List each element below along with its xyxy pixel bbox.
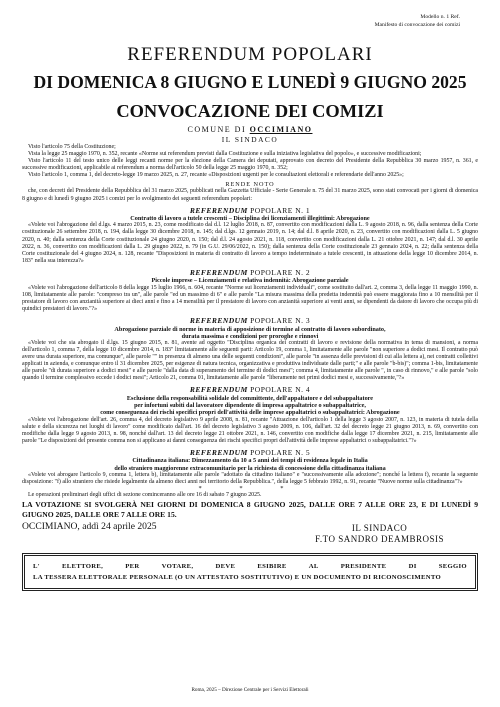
referendum-number: POPOLARE N. 3: [250, 316, 311, 325]
notice-word: PRESIDENTE: [340, 562, 387, 570]
title-convocazione: CONVOCAZIONE DEI COMIZI: [116, 101, 384, 121]
notice-word: L': [33, 562, 40, 570]
signature-title: IL SINDACO: [351, 522, 408, 533]
preamble-paragraph: Visto l'articolo 11 del testo unico delle leggi recanti norme per la elezione della Camera dei deputati, approvato con decreto del Presidente della Repubblica 30 marzo 1957, n. 361, e successive modificazioni, applicabile ai referendum a norma dell'articolo 50 della legge 25 maggio 1970, n. 352;: [22, 158, 478, 172]
operations-text: Le operazioni preliminari degli uffici di sezione cominceranno alle ore 16 di sabato 7 giugno 2025.: [28, 492, 262, 499]
referendum-2-label: [22, 269, 478, 278]
preamble-paragraph: Visto l'articolo 75 della Costituzione;: [28, 144, 116, 150]
stars-separator: * * *: [198, 485, 302, 493]
referendum-word: REFERENDUM: [189, 447, 248, 457]
referendum-4-heading: per infortuni subiti dal lavoratore dipendente di impresa appaltatrice o subappaltatrice,: [134, 402, 366, 410]
referendum-5-heading: dello straniero maggiorenne extracomunitario per la richiesta di concessione della cittadinanza italiana: [114, 464, 386, 472]
document-body: [22, 144, 478, 499]
notice-word: DEVE: [215, 562, 236, 570]
preamble-paragraph: Visto l'articolo 1, comma 1, del decreto-legge 19 marzo 2025, n. 27, recante «Disposizioni urgenti per le consultazioni elettorali e referendarie dell'anno 2025»;: [28, 172, 404, 179]
referendum-3-question: «Volete voi che sia abrogato il d.lgs. 15 giugno 2015, n. 81, avente ad oggetto "Disciplina organica dei contratti di lavoro e revisione della normativa in tema di mansioni, a norma dell'articolo 1, comma 7, della legge 10 dicembre 2014, n. 183" limitatamente alle seguenti parti: Articolo 19, comma 1, limitatamente alle parole "non superiore a dodici mesi. Il contratto può avere una durata superiore, ma comunque", alle parole "" in presenza di almeno una delle seguenti condizioni", alle parole "in assenza delle previsioni di cui alla lettera a), nei contratti collettivi applicati in azienda, e comunque entro il 31 dicembre 2025, per esigenze di natura tecnica, organizzativa e produttiva individuate dalle parti;" e alle parole "b-bis)"; comma 1-bis, limitatamente alle parole "di durata superiore a dodici mesi" e alle parole "dalla data di superamento del termine di dodici mesi"; comma 4, limitatamente alle parole ", in caso di rinnovo," e alle parole "solo quando il termine complessivo eccede i dodici mesi"; Articolo 21, comma 01, limitatamente alle parole "liberamente nei primi dodici mesi e, successivamente,"?»: [22, 339, 478, 382]
comune-label: COMUNE DI: [187, 125, 247, 134]
voter-notice-box: [22, 553, 478, 591]
rende-noto-text: che, con decreti del Presidente della Repubblica del 31 marzo 2025, pubblicati nella Gazzetta Ufficiale - Serie Generale n. 75 del 31 marzo 2025, sono stati convocati per i giorni di domenica 8 giugno e di lunedì 9 giugno 2025 i comizi per lo svolgimento dei seguenti referendum popolari:: [22, 188, 478, 202]
referendum-5-label: [22, 449, 478, 458]
voter-notice-line-2: LA TESSERA ELETTORALE PERSONALE (O UN ATTESTATO SOSTITUTIVO) E UN DOCUMENTO DI RICONOSCIMENTO: [33, 573, 442, 581]
signature-name: F.TO SANDRO DEAMBROSIS: [315, 533, 444, 544]
model-number: Modello n. 1 Ref.: [420, 14, 460, 20]
referendum-number: POPOLARE N. 2: [250, 267, 311, 277]
model-note: [335, 13, 460, 29]
referendum-word: REFERENDUM: [189, 267, 248, 277]
referendum-4-question: «Volete voi l'abrogazione dell'art. 26, comma 4, del decreto legislativo 9 aprile 2008, n. 81, recante "Attuazione dell'articolo 1 della legge 3 agosto 2007, n. 123, in materia di tutela della salute e della sicurezza nei luoghi di lavoro" come modificato dall'art. 16 del decreto legislativo 3 agosto 2009, n. 106, dall'art. 32 del decreto legge 21 giugno 2013, n. 69, convertito con modifiche dalla legge 9 agosto 2013, n. 98, nonché dall'art. 13 del decreto legge 21 ottobre 2021, n. 146, convertito con modifiche dalla legge 17 dicembre 2021, n. 215, limitatamente alle parole "Le disposizioni del presente comma non si applicano ai danni conseguenza dei rischi specifici propri dell'attività delle imprese appaltatrici o subappaltatrici."?»: [22, 416, 478, 444]
voter-notice-line-1: [33, 561, 467, 572]
date-signature-row: [22, 521, 478, 545]
referendum-2-question: «Volete voi l'abrogazione dell'articolo 8 della legge 15 luglio 1966, n. 604, recante "Norme sui licenziamenti individuali", come sostituito dall'art. 2, comma 3, della legge 11 maggio 1990, n. 108, limitatamente alle parole: "compreso tra un", alle parole "ed un massimo di 6" e alle parole "La misura massima della predetta indennità può essere maggiorata fino a 10 mensilità per il prestatore di lavoro con anzianità superiore ai dieci anni e fino a 14 mensilità per il prestatore di lavoro con anzianità superiore ai venti anni, se dipendenti da datore di lavoro che occupa più di quindici prestatori di lavoro."?»: [22, 284, 478, 312]
notice-word: AL: [308, 562, 319, 570]
notice-word: SEGGIO: [438, 562, 467, 570]
referendum-3-heading: durata massima e condizioni per proroghe e rinnovi: [181, 332, 319, 340]
notice-word: VOTARE,: [161, 562, 194, 570]
referendum-5-question: «Volete voi abrogare l'articolo 9, comma 1, lettera b), limitatamente alle parole "adottato da cittadino italiano" e "successivamente alla adozione"; nonché la lettera f), recante la seguente disposizione: "f) allo straniero che risiede legalmente da almeno dieci anni nel territorio della Repubblica.", della legge 5 febbraio 1992, n. 91, recante "Nuove norme sulla cittadinanza"?»: [22, 471, 478, 485]
title-referendum: REFERENDUM POPOLARI: [127, 44, 373, 65]
referendum-number: POPOLARE N. 4: [250, 385, 311, 395]
referendum-4-label: [22, 386, 478, 395]
preamble-paragraph: Vista la legge 25 maggio 1970, n. 352, recante «Norme sui referendum previsti dalla Costituzione e sulla iniziativa legislativa del popolo», e successive modificazioni;: [28, 151, 422, 158]
referendum-2-heading: Piccole imprese – Licenziamenti e relativa indennità: Abrogazione parziale: [151, 277, 349, 285]
footer-credit: Roma, 2025 – Direzione Centrale per i Servizi Elettorali: [191, 687, 309, 693]
referendum-word: REFERENDUM: [189, 316, 248, 325]
referendum-word: REFERENDUM: [189, 385, 248, 395]
rende-noto-heading: RENDE NOTO: [225, 181, 275, 189]
notice-word: ELETTORE,: [62, 562, 104, 570]
referendum-number: POPOLARE N. 5: [250, 447, 311, 457]
model-description: Manifesto di convocazione dei comizi: [374, 22, 460, 28]
signature-block: [315, 523, 444, 545]
comune-name: OCCIMIANO: [249, 125, 313, 134]
place-date: OCCIMIANO, addì 24 aprile 2025: [22, 520, 157, 532]
referendum-5-heading: Cittadinanza italiana: Dimezzamento da 10 a 5 anni dei tempi di residenza legale in Italia: [132, 457, 368, 465]
referendum-3-label: [22, 317, 478, 326]
referendum-4-heading: come conseguenza dei rischi specifici propri dell'attività delle imprese appaltatrici o subappaltatrici: Abrogazione: [100, 409, 400, 417]
referendum-word: REFERENDUM: [189, 205, 248, 215]
notice-word: ESIBIRE: [257, 562, 287, 570]
referendum-1-label: [22, 207, 478, 216]
referendum-1-question: «Volete voi l'abrogazione del d.lgs. 4 marzo 2015, n. 23, come modificato dal d.l. 12 luglio 2018, n. 87, convertito con modificazioni dalla L. 9 agosto 2018, n. 96, dalla sentenza della Corte costituzionale 26 settembre 2018, n. 194, dalla legge 30 dicembre 2018, n. 145; dal d.lgs. 12 gennaio 2019, n. 14; dal d.l. 8 aprile 2020, n. 23, convertito con modificazioni dalla L. 5 giugno 2020, n. 40; dalla sentenza della Corte costituzionale 24 giugno 2020, n. 150; dal d.l. 24 agosto 2021, n. 118, convertito con modificazioni dalla L. 21 ottobre 2021, n. 147; dal d.l. 30 aprile 2022, n. 36, convertito con modificazioni dalla L. 29 giugno 2022, n. 79 (in G.U. 29/06/2022, n. 150); dalla sentenza della Corte costituzionale 23 gennaio 2024, n. 22; dalla sentenza della Corte costituzionale del 4 giugno 2024, n. 128, recante "Disposizioni in materia di contratto di lavoro a tempo indeterminato a tutele crescenti, in attuazione della legge 10 dicembre 2014, n. 183" nella sua interezza?»: [22, 222, 478, 264]
voting-schedule: LA VOTAZIONE SI SVOLGERÀ NEI GIORNI DI DOMENICA 8 GIUGNO 2025, DALLE ORE 7 ALLE ORE 23, E DI LUNEDÌ 9 GIUGNO 2025, DALLE ORE 7 ALLE ORE 15.: [22, 500, 478, 519]
referendum-3-heading: Abrogazione parziale di norme in materia di apposizione di termine al contratto di lavoro subordinato,: [114, 325, 386, 333]
notice-word: PER: [125, 562, 140, 570]
sindaco-heading: IL SINDACO: [221, 135, 279, 144]
referendum-4-heading: Esclusione della responsabilità solidale del committente, dell'appaltatore e del subappaltatore: [126, 394, 374, 402]
referendum-1-heading: Contratto di lavoro a tutele crescenti – Disciplina dei licenziamenti illegittimi: Abrogazione: [130, 215, 370, 223]
notice-word: DI: [408, 562, 417, 570]
referendum-number: POPOLARE N. 1: [250, 205, 311, 215]
title-dates: DI DOMENICA 8 GIUGNO E LUNEDÌ 9 GIUGNO 2025: [33, 72, 467, 92]
comune-line: [22, 125, 478, 135]
